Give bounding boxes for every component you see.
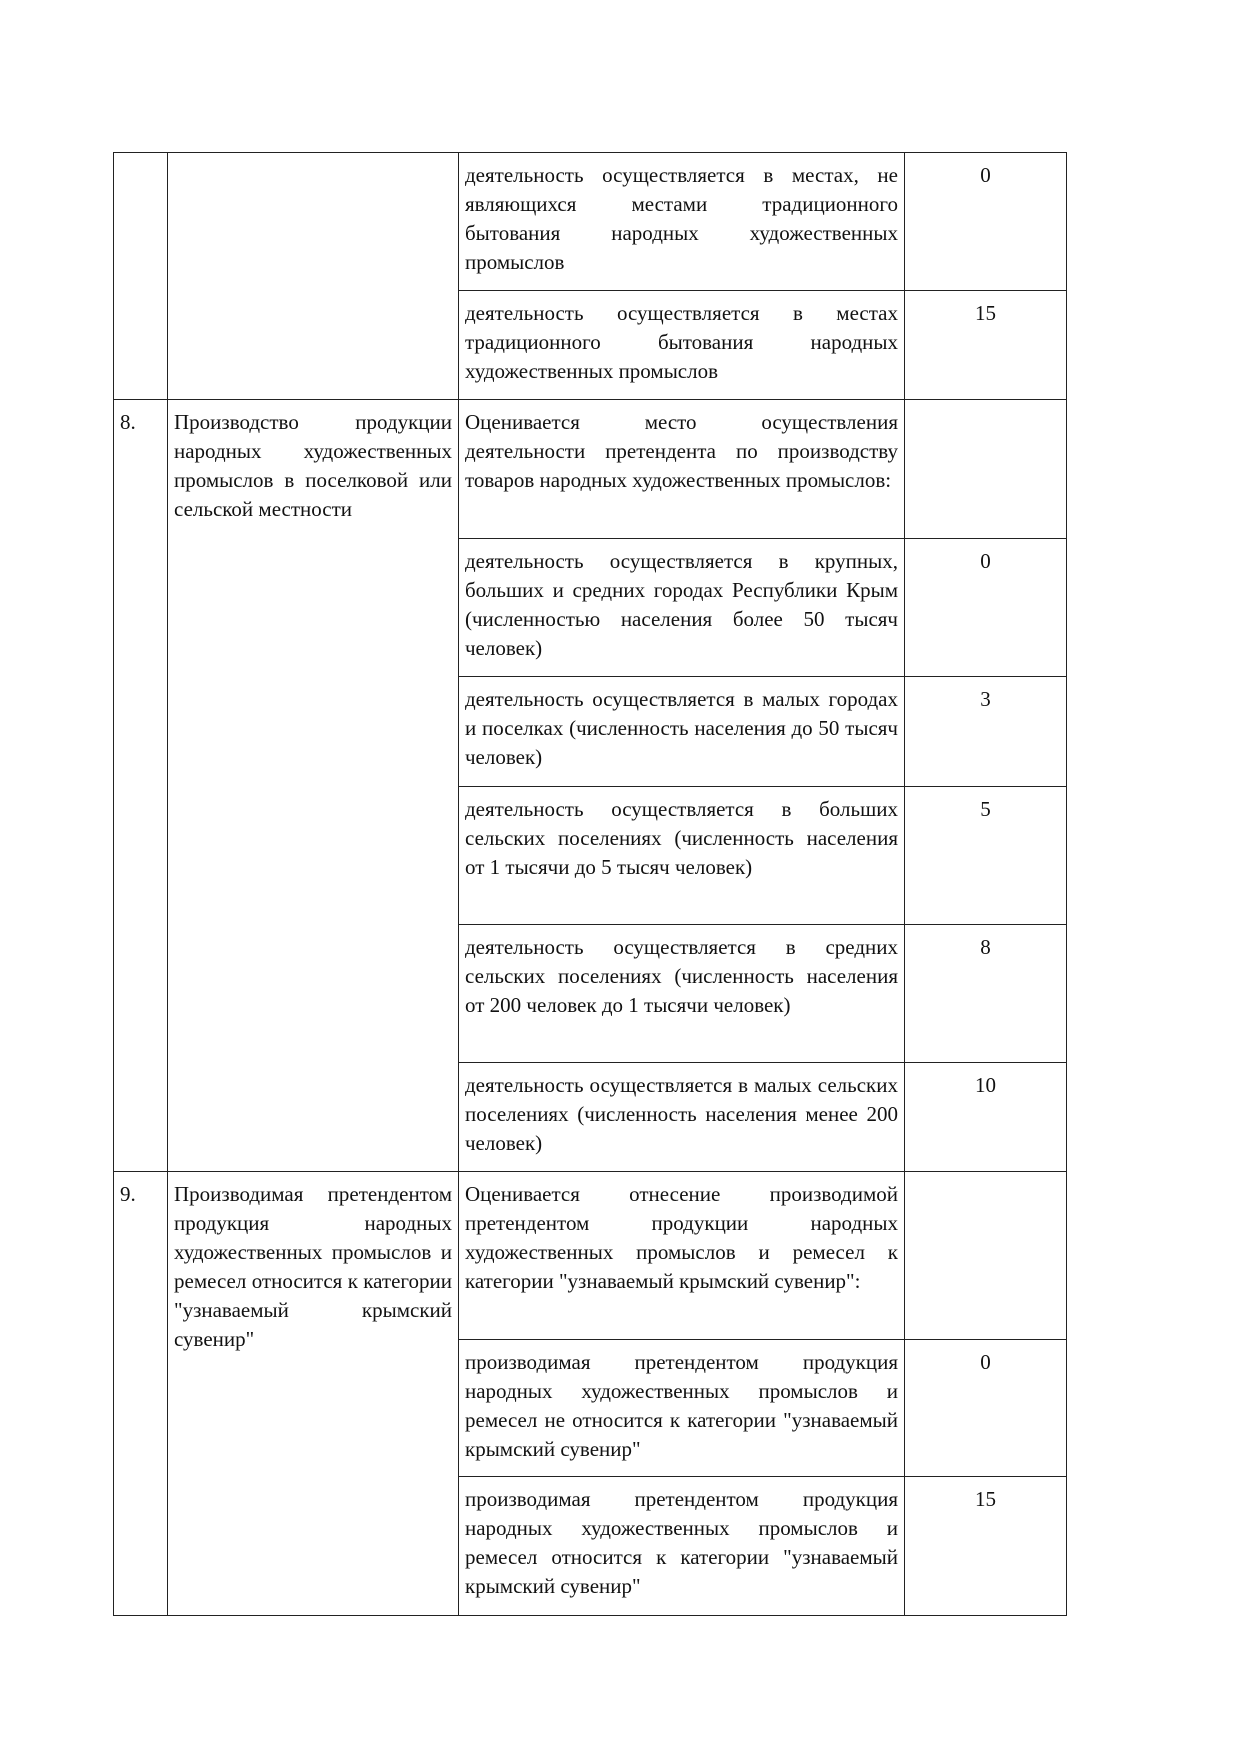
option-text: деятельность осуществляется в крупных, больших и средних городах Республики Крым (численностью населения более 50 тысяч человек) (459, 539, 905, 677)
option-text: деятельность осуществляется в местах, не являющихся местами традиционного бытования народных художественных промыслов (459, 153, 905, 291)
criterion-intro: Оценивается отнесение производимой претендентом продукции народных художественных промыслов и ремесел к категории "узнаваемый крымский сувенир": (459, 1172, 905, 1340)
table-row (114, 153, 1067, 291)
criteria-table (113, 152, 1067, 1616)
number-cell: 8. (114, 400, 168, 1172)
option-score (905, 400, 1067, 539)
option-text: деятельность осуществляется в малых городах и поселках (численность населения до 50 тысяч человек) (459, 677, 905, 787)
option-score: 10 (905, 1063, 1067, 1172)
option-score: 5 (905, 787, 1067, 925)
criterion-intro: Оценивается место осуществления деятельности претендента по производству товаров народных художественных промыслов: (459, 400, 905, 539)
option-text: деятельность осуществляется в местах традиционного бытования народных художественных промыслов (459, 291, 905, 400)
option-score: 8 (905, 925, 1067, 1063)
option-score: 3 (905, 677, 1067, 787)
option-score (905, 1172, 1067, 1340)
table-row (114, 1172, 1067, 1340)
option-score: 15 (905, 291, 1067, 400)
option-text: деятельность осуществляется в больших сельских поселениях (численность населения от 1 тысячи до 5 тысяч человек) (459, 787, 905, 925)
option-text: производимая претендентом продукция народных художественных промыслов и ремесел относится к категории "узнаваемый крымский сувенир" (459, 1477, 905, 1616)
option-text: деятельность осуществляется в средних сельских поселениях (численность населения от 200 человек до 1 тысячи человек) (459, 925, 905, 1063)
criterion-name: Производство продукции народных художественных промыслов в поселковой или сельской местности (168, 400, 459, 1172)
number-cell (114, 153, 168, 400)
option-score: 15 (905, 1477, 1067, 1616)
option-score: 0 (905, 1340, 1067, 1477)
table-row (114, 400, 1067, 539)
number-cell: 9. (114, 1172, 168, 1616)
option-text: производимая претендентом продукция народных художественных промыслов и ремесел не относится к категории "узнаваемый крымский сувенир" (459, 1340, 905, 1477)
option-text: деятельность осуществляется в малых сельских поселениях (численность населения менее 200 человек) (459, 1063, 905, 1172)
criterion-name: Производимая претендентом продукция народных художественных промыслов и ремесел относится к категории "узнаваемый крымский сувенир" (168, 1172, 459, 1616)
option-score: 0 (905, 153, 1067, 291)
option-score: 0 (905, 539, 1067, 677)
criterion-cell (168, 153, 459, 400)
